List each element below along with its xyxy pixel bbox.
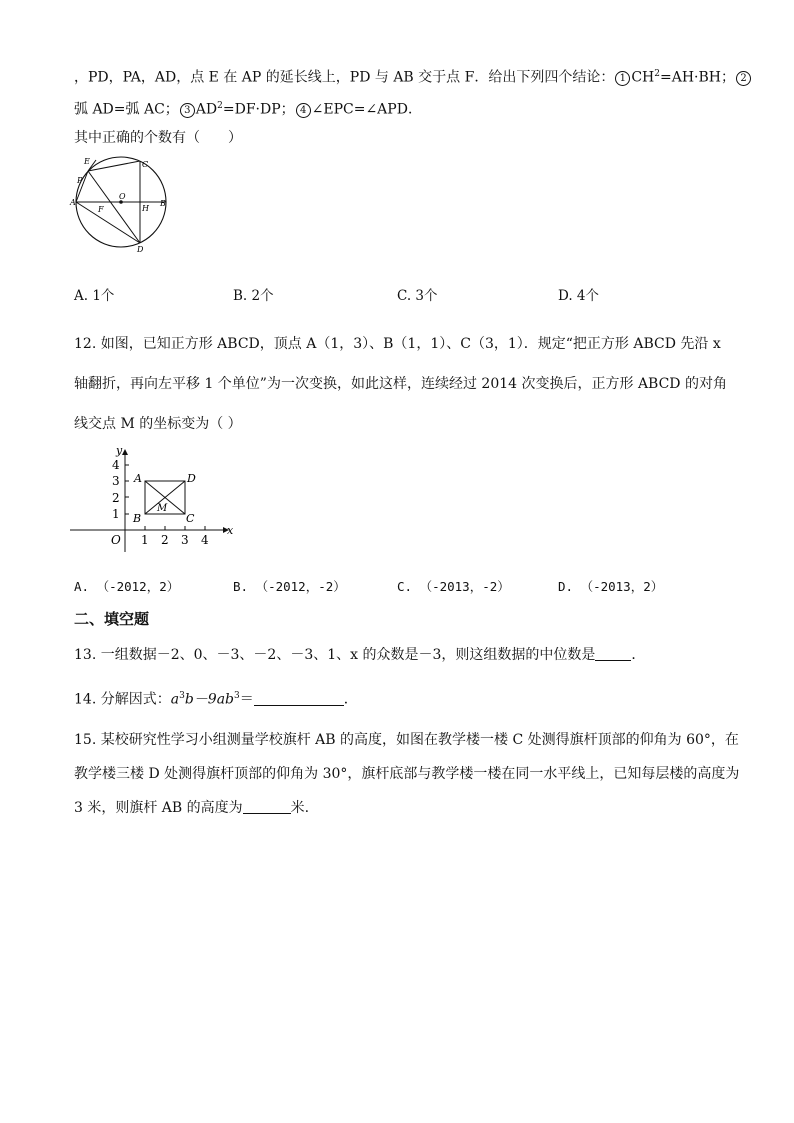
q11-question: 其中正确的个数有（ ） [74,130,242,146]
q12-option-a[interactable]: A. （-2012，2） [74,579,180,594]
q13-text: 13. 一组数据－2、0、－3、－2、－3、1、x 的众数是－3，则这组数据的中位数是 [74,647,596,663]
label-d: D [137,245,144,254]
q14-exp1: 3 [179,691,185,701]
q13 [74,645,645,665]
axis-label-y: y [116,444,123,457]
q15-line2: 教学楼三楼 D 处测得旗杆顶部的仰角为 30°，旗杆底部与教学楼一楼在同一水平线上，已知每层楼的高度为 [74,766,740,782]
circled-number-2: 2 [736,71,751,86]
ytick-4: 4 [112,458,120,472]
q14 [74,686,358,710]
q14-a: a [170,691,180,708]
c3-pre: AD [195,101,218,118]
center-label-m: M [157,503,168,514]
q15-line3-pre: 3 米，则旗杆 AB 的高度为 [74,800,243,816]
vertex-label-d: D [187,472,196,485]
circled-number-1: 1 [615,71,630,86]
label-a: A [70,198,76,207]
q12-line3: 线交点 M 的坐标变为（ ） [74,416,242,432]
q14-b: b [184,691,194,708]
segment-pc [88,161,140,171]
q11-option-d[interactable]: D. 4个 [558,288,600,304]
label-f: F [98,205,104,214]
circled-number-3: 3 [180,103,195,118]
q12-line2: 轴翻折，再向左平移 1 个单位”为一次变换，如此这样，连续经过 2014 次变换后，正方形 ABCD 的对角 [74,376,727,392]
q11-conclusions-line2 [74,96,422,120]
c1-pre: CH [631,69,655,86]
q11-intro-text: ，PD，PA，AD，点 E 在 AP 的延长线上，PD 与 AB 交于点 F．给出下列四个结论： [74,69,615,86]
q14-end: ． [343,691,358,708]
segment-pd [88,171,140,243]
vertex-label-b: B [133,512,142,525]
q13-answer-blank[interactable] [595,646,631,661]
origin-label: O [111,533,121,547]
label-b: B [160,199,166,208]
axis-label-x: x [227,524,234,537]
ytick-2: 2 [112,491,120,505]
q14-prefix: 14. 分解因式： [74,691,171,708]
q11-circle-figure [64,156,184,256]
q14-answer-blank[interactable] [254,691,344,706]
q15-line1: 15. 某校研究性学习小组测量学校旗杆 AB 的高度，如图在教学楼一楼 C 处测得旗杆顶部的仰角为 60°，在 [74,732,739,748]
q11-conclusions-line1 [74,64,752,88]
q12-option-d[interactable]: D. （-2013，2） [558,579,664,594]
xtick-1: 1 [141,533,149,547]
q11-option-c[interactable]: C. 3个 [397,288,438,304]
label-c: C [142,160,149,169]
ytick-3: 3 [112,474,120,488]
circled-number-4: 4 [296,103,311,118]
q12-option-c[interactable]: C. （-2013，-2） [397,579,510,594]
q14-exp2: 3 [234,691,240,701]
ytick-1: 1 [112,507,120,521]
q13-end: ． [631,647,646,663]
q12-option-b[interactable]: B. （-2012，-2） [233,579,346,594]
q12-line1: 12. 如图，已知正方形 ABCD，顶点 A（1，3）、B（1，1）、C（3，1）．规定“把正方形 ABCD 先沿 x [74,336,721,352]
label-e: E [84,157,90,166]
q14-eq: ＝ [239,691,254,708]
c1-sup: 2 [654,69,660,79]
vertex-label-a: A [134,472,142,485]
c3-post: =DF·DP； [222,101,295,118]
q11-option-b[interactable]: B. 2个 [233,288,274,304]
c4-text: ∠EPC=∠APD． [311,101,422,118]
q11-option-a[interactable]: A. 1个 [74,288,115,304]
segment-ad [76,202,140,243]
xtick-4: 4 [201,533,209,547]
c3-sup: 2 [217,101,223,111]
c2-text: 弧 AD=弧 AC； [74,101,179,118]
vertex-label-c: C [186,512,195,525]
xtick-2: 2 [161,533,169,547]
label-h: H [142,204,149,213]
q12-coordinate-figure [66,440,246,558]
q14-term2: －9ab [193,691,234,708]
label-p: P [77,176,83,185]
xtick-3: 3 [181,533,189,547]
section-heading-fill-blank: 二、填空题 [74,610,150,628]
q15-answer-blank[interactable] [243,799,291,814]
q15-line3-post: 米. [290,800,310,816]
q15-line3 [74,798,309,818]
c1-post: =AH·BH； [660,69,735,86]
label-o: O [119,192,126,201]
